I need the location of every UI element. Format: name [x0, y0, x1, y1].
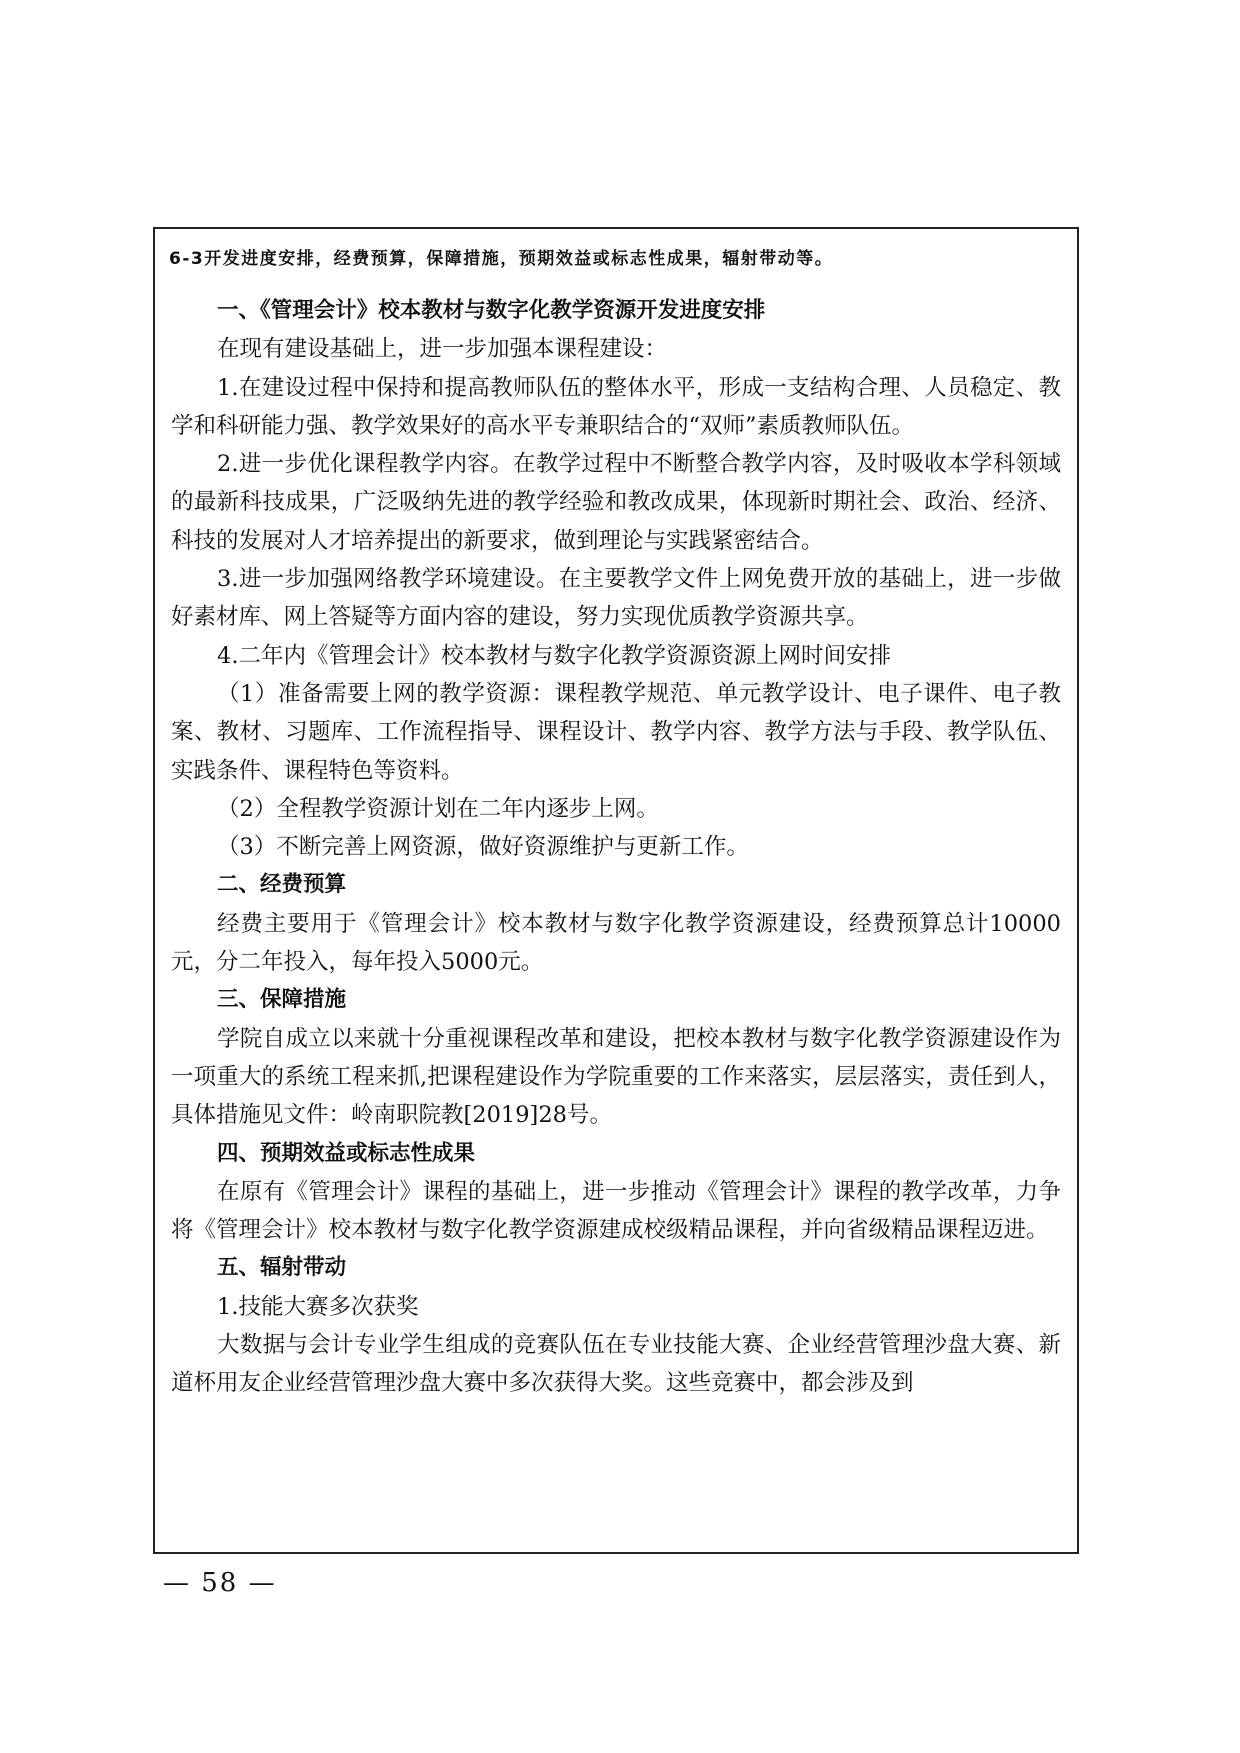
paragraph: 3.进一步加强网络教学环境建设。在主要教学文件上网免费开放的基础上，进一步做好素材库、网上答疑等方面内容的建设，努力实现优质教学资源共享。	[171, 566, 1061, 631]
content-table-cell	[153, 227, 1079, 1554]
paragraph: 1.技能大赛多次获奖	[217, 1293, 419, 1320]
heading: 三、保障措施	[217, 987, 347, 1013]
heading: 一、《管理会计》校本教材与数字化教学资源开发进度安排	[217, 298, 766, 323]
heading: 五、辐射带动	[217, 1255, 347, 1281]
paragraph: 2.进一步优化课程教学内容。在教学过程中不断整合教学内容，及时吸收本学科领域的最新科技成果，广泛吸纳先进的教学经验和教改成果，体现新时期社会、政治、经济、科技的发展对人才培养提出的新要求，做到理论与实践紧密结合。	[171, 451, 1061, 554]
paragraph: 在原有《管理会计》课程的基础上，进一步推动《管理会计》课程的教学改革，力争将《管理会计》校本教材与数字化教学资源建成校级精品课程，并向省级精品课程迈进。	[171, 1178, 1061, 1244]
page-number: — 58 —	[163, 1568, 277, 1598]
paragraph: 在现有建设基础上，进一步加强本课程建设：	[217, 336, 668, 363]
paragraph: 1.在建设过程中保持和提高教师队伍的整体水平，形成一支结构合理、人员稳定、教学和科研能力强、教学效果好的高水平专兼职结合的“双师”素质教师队伍。	[171, 374, 1061, 439]
paragraph: 大数据与会计专业学生组成的竞赛队伍在专业技能大赛、企业经营管理沙盘大赛、新道杯用友企业经营管理沙盘大赛中多次获得大奖。这些竞赛中，都会涉及到	[171, 1332, 1061, 1397]
sub-paragraph: （2）全程教学资源计划在二年内逐步上网。	[217, 795, 659, 822]
sub-paragraph: （3）不断完善上网资源，做好资源维护与更新工作。	[217, 834, 749, 861]
paragraph: 4.二年内《管理会计》校本教材与数字化教学资源资源上网时间安排	[217, 642, 891, 669]
paragraph: 学院自成立以来就十分重视课程改革和建设，把校本教材与数字化教学资源建设作为一项重大的系统工程来抓,把课程建设作为学院重要的工作来落实，层层落实，责任到人，具体措施见文件：岭南职院教[2019]28号。	[171, 1025, 1061, 1129]
heading: 二、经费预算	[217, 872, 347, 898]
document-body	[171, 292, 1061, 1403]
section-header: 6-3开发进度安排，经费预算，保障措施，预期效益或标志性成果，辐射带动等。	[169, 249, 834, 269]
heading: 四、预期效益或标志性成果	[217, 1140, 476, 1166]
paragraph: 经费主要用于《管理会计》校本教材与数字化教学资源建设，经费预算总计10000元，分二年投入，每年投入5000元。	[171, 910, 1061, 976]
sub-paragraph: （1）准备需要上网的教学资源：课程教学规范、单元教学设计、电子课件、电子教案、教材、习题库、工作流程指导、课程设计、教学内容、教学方法与手段、教学队伍、实践条件、课程特色等资料。	[171, 680, 1061, 784]
